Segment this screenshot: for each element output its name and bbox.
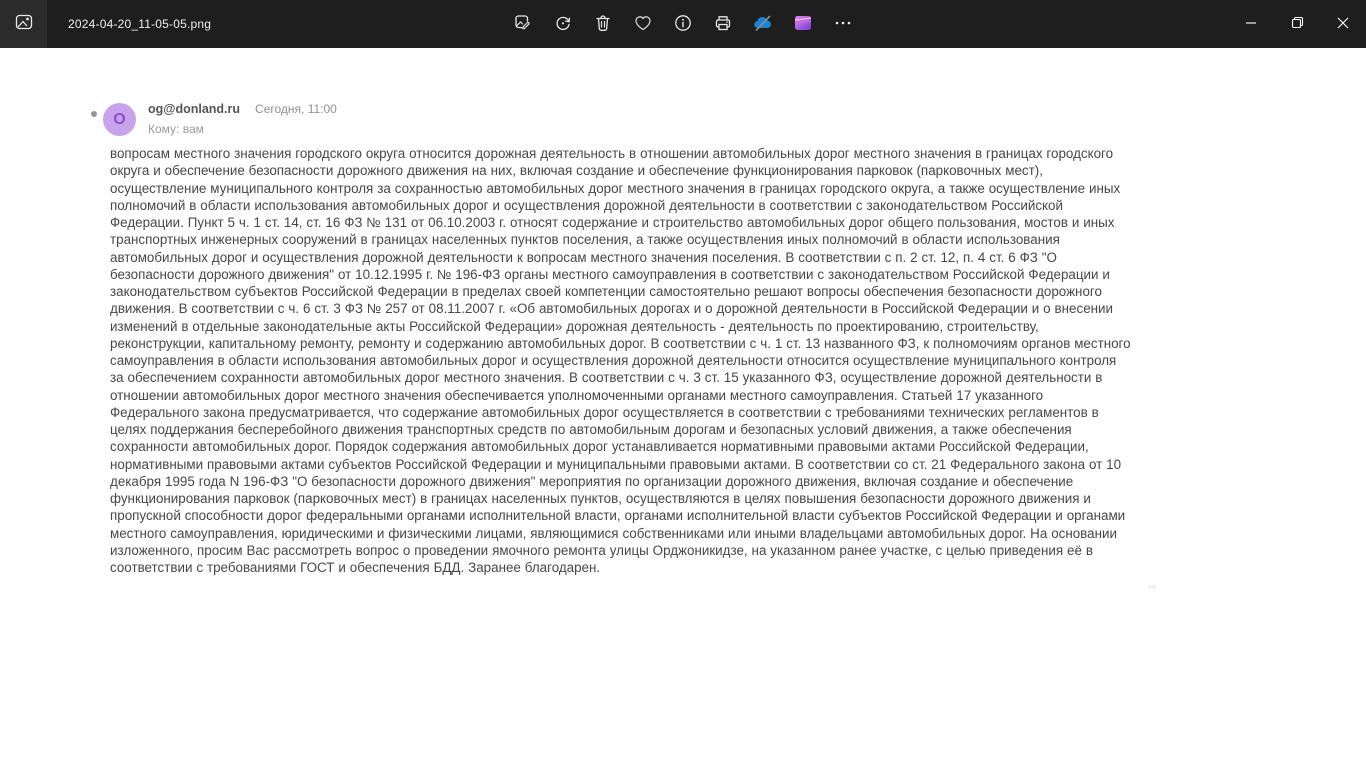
edit-image-button[interactable] xyxy=(503,0,543,48)
window-title-filename: 2024-04-20_11-05-05.png xyxy=(68,17,212,31)
rotate-icon xyxy=(552,12,574,37)
faint-artifact xyxy=(1148,585,1157,589)
avatar-letter: O xyxy=(113,110,126,128)
email-body-text: вопросам местного значения городского округа относится дорожная деятельность в отношении автомобильных дорог местного значения в границах городского округа и обеспечение безопасности дорожного движения на них, включая создание и обеспечение функционирования парковок (парковочных мест), осуществление муниципального контроля за сохранностью автомобильных дорог местного значения в границах городского округа, а также осуществление иных полномочий в области использования автомобильных дорог и осуществления дорожной деятельности в соответствии с законодательством Российской Федерации. Пункт 5 ч. 1 ст. 14, ст. 16 ФЗ № 131 от 06.10.2003 г. относят содержание и строительство автомобильных дорог общего пользования, мостов и иных транспортных инженерных сооружений в границах населенных пунктов поселения, а также осуществления иных полномочий в области использования автомобильных дорог и осуществления дорожной деятельности к вопросам местного значения поселения. В соответствии с п. 2 ст. 12, п. 4 ст. 6 ФЗ "О безопасности дорожного движения" от 10.12.1995 г. № 196-ФЗ органы местного самоуправления в соответствии с законодательством Российской Федерации и законодательством субъектов Российской Федерации в пределах своей компетенции самостоятельно решают вопросы обеспечения безопасности дорожного движения. В соответствии с ч. 6 ст. 3 ФЗ № 257 от 08.11.2007 г. «Об автомобильных дорогах и о дорожной деятельности в Российской Федерации и о внесении изменений в отдельные законодательные акты Российской Федерации» дорожная деятельность - деятельность по проектированию, строительству, реконструкции, капитальному ремонту, ремонту и содержанию автомобильных дорог. В соответствии с ч. 1 ст. 13 названного ФЗ, к полномочиям органов местного самоуправления в области использования автомобильных дорог и осуществления дорожной деятельности относится осуществление муниципального контроля за обеспечением сохранности автомобильных дорог местного значения. В соответствии с ч. 3 ст. 15 указанного ФЗ, осуществление дорожной деятельности в отношении автомобильных дорог местного значения обеспечивается уполномоченными органами местного самоуправления. Статьей 17 указанного Федерального закона предусматривается, что содержание автомобильных дорог осуществляется в соответствии с требованиями технических регламентов в целях поддержания бесперебойного движения транспортных средств по автомобильным дорогам и безопасных условий движения, а также обеспечения сохранности автомобильных дорог. Порядок содержания автомобильных дорог устанавливается нормативными правовыми актами Российской Федерации, нормативными правовыми актами субъектов Российской Федерации и муниципальными правовыми актами. В соответствии со ст. 21 Федерального закона от 10 декабря 1995 года N 196-ФЗ "О безопасности дорожного движения" мероприятия по организации дорожного движения, включая создание и обеспечение функционирования парковок (парковочных мест) в границах населенных пунктов, осуществляются в целях повышения безопасности дорожного движения и пропускной способности дорог федеральными органами исполнительной власти, органами исполнительной власти субъектов Российской Федерации и органами местного самоуправления, юридическими и физическими лицами, являющимися собственниками или иными владельцами автомобильных дорог. На основании изложенного, просим Вас рассмотреть вопрос о проведении ямочного ремонта улицы Орджоникидзе, на указанном ранее участке, с целью приведения её в соответствии с требованиями ГОСТ и обеспечения БДД. Заранее благодарен. xyxy=(110,146,1131,575)
photos-toolbar xyxy=(503,0,863,48)
cloud-unavailable-button[interactable] xyxy=(743,0,783,48)
image-viewer-canvas xyxy=(0,48,1366,768)
favorite-heart-icon xyxy=(632,12,654,37)
photos-app-icon xyxy=(14,12,34,37)
app-icon-button[interactable] xyxy=(0,0,47,48)
print-button[interactable] xyxy=(703,0,743,48)
close-button[interactable] xyxy=(1320,0,1366,48)
delete-button[interactable] xyxy=(583,0,623,48)
print-icon xyxy=(712,12,734,37)
email-header xyxy=(148,102,337,136)
info-button[interactable] xyxy=(663,0,703,48)
info-icon xyxy=(672,12,694,37)
minimize-button[interactable] xyxy=(1228,0,1274,48)
email-timestamp: Сегодня, 11:00 xyxy=(255,102,337,116)
window-controls xyxy=(1228,0,1366,48)
cloud-unavailable-icon xyxy=(751,11,775,38)
edit-image-icon xyxy=(512,12,534,37)
restore-button[interactable] xyxy=(1274,0,1320,48)
delete-trash-icon xyxy=(592,12,614,37)
more-options-icon xyxy=(832,12,854,37)
more-options-button[interactable] xyxy=(823,0,863,48)
restore-icon xyxy=(1291,16,1304,32)
clipchamp-icon xyxy=(791,11,815,38)
recipient-line: Кому: вам xyxy=(148,122,204,136)
titlebar xyxy=(0,0,1366,48)
sender-address: og@donland.ru xyxy=(148,102,241,116)
unread-indicator-dot xyxy=(91,111,97,117)
favorite-button[interactable] xyxy=(623,0,663,48)
close-icon xyxy=(1337,17,1349,32)
rotate-button[interactable] xyxy=(543,0,583,48)
minimize-icon xyxy=(1245,17,1257,32)
clipchamp-button[interactable] xyxy=(783,0,823,48)
sender-avatar xyxy=(103,103,136,136)
